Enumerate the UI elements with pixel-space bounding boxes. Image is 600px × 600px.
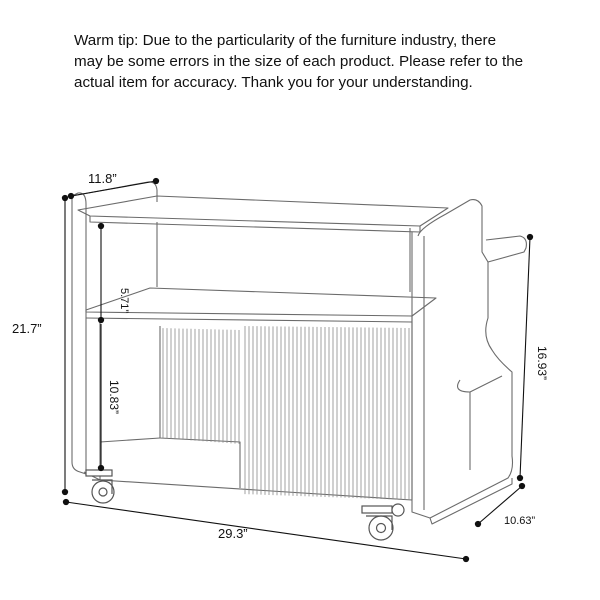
dim-upper-shelf-gap-label: 5.71” (118, 288, 130, 314)
left-side-panel (72, 193, 86, 474)
dim-depth-top-label: 11.8” (88, 171, 117, 186)
warm-tip-line-2: may be some errors in the size of each product. Please refer to the (74, 53, 524, 70)
cart-illustration (72, 182, 526, 524)
dim-side-height-label: 16.93” (535, 346, 549, 381)
back-panel (157, 222, 410, 292)
fluted-glass-doors (163, 326, 409, 500)
caster-right (362, 506, 393, 540)
top-shelf (78, 196, 448, 226)
handle-bar (486, 236, 526, 262)
dim-lower-cabinet-label: 10.83” (107, 380, 121, 415)
middle-shelf (86, 288, 436, 316)
dimension-lines (62, 178, 532, 561)
dim-side-depth-label: 10.63” (504, 515, 536, 527)
dim-total-width-label: 29.3” (218, 526, 248, 541)
warm-tip-line-3: actual item for accuracy. Thank you for your understanding. (74, 74, 473, 91)
caster-back (392, 504, 404, 516)
warm-tip-line-1: Warm tip: Due to the particularity of the furniture industry, there (74, 32, 497, 49)
caster-left (86, 470, 114, 503)
right-side-panel (412, 200, 513, 518)
dim-total-height-label: 21.7” (12, 321, 42, 336)
